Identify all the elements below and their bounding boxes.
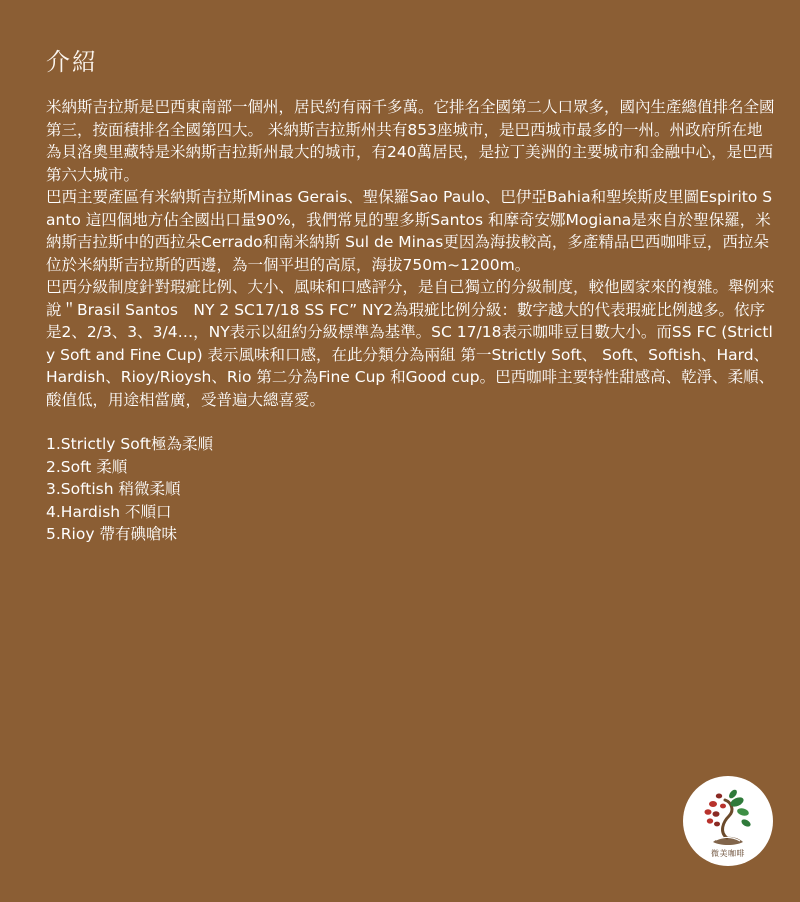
logo-label: 微美咖啡 [711,849,745,858]
grade-list [46,433,776,546]
intro-heading: 介紹 [46,48,98,76]
grade-item: 2.Soft 柔順 [46,457,128,476]
grade-item: 4.Hardish 不順口 [46,502,172,521]
intro-body [46,96,776,546]
brand-logo [683,776,773,866]
grade-item: 5.Rioy 帶有碘嗆味 [46,525,177,543]
intro-paragraph-grading: 巴西分級制度針對瑕疵比例、大小、風味和口感評分，是自己獨立的分級制度，較他國家來的複雜。舉例來說＂Brasil Santos NY 2 SC17/18 SS FC” NY2為瑕疵比例分級：數字越大的代表瑕疵比例越多。依序是2、2/3、3、3/4…，NY表示以紐約分級標準為基準。SC 17/18表示咖啡豆目數大小。而SS FC (Strictly Soft and Fine Cup) 表示風味和口感，在此分類分為兩組 第一Strictly Soft、 Soft、Softish、Hard、Hardish、Rioy/Rioysh、Rio 第二分為Fine Cup 和Good cup。巴西咖啡主要特性甜感高、乾淨、柔順、酸值低，用途相當廣，受普遍大總喜愛。 [46,278,775,409]
grade-item: 1.Strictly Soft極為柔順 [46,435,213,453]
grade-item: 3.Softish 稍微柔順 [46,480,181,498]
intro-paragraph-regions: 巴西主要產區有米納斯吉拉斯Minas Gerais、聖保羅Sao Paulo、巴伊亞Bahia和聖埃斯皮里圖Espirito Santo 這四個地方佔全國出口量90%，我們常見的聖多斯Santos 和摩奇安娜Mogiana是來自於聖保羅，米納斯吉拉斯中的西拉朵Cerrado和南米納斯 Sul de Minas更因為海拔較高，多產精品巴西咖啡豆，西拉朵位於米納斯吉拉斯的西邊，為一個平坦的高原，海拔750m~1200m。 [46,188,773,274]
intro-paragraph-minas-gerais: 米納斯吉拉斯是巴西東南部一個州，居民約有兩千多萬。它排名全國第二人口眾多，國內生產總值排名全國第三，按面積排名全國第四大。 米納斯吉拉斯州共有853座城市，是巴西城市最多的一州。州政府所在地為貝洛奧里藏特是米納斯吉拉斯州最大的城市，有240萬居民，是拉丁美洲的主要城市和金融中心，是巴西第六大城市。 [46,98,775,184]
